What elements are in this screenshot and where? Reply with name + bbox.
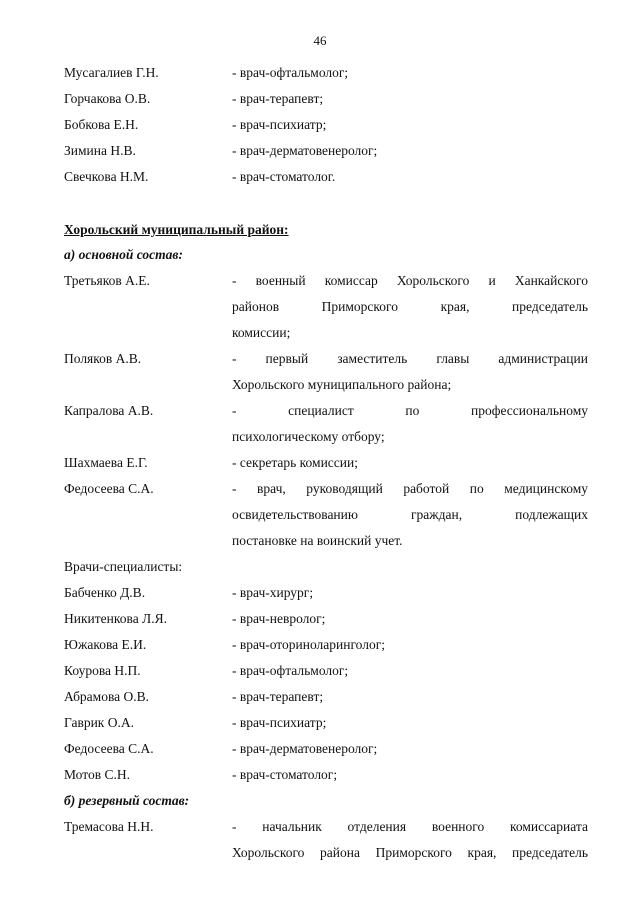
member-role-line: Хорольского муниципального района;: [232, 377, 452, 392]
member-role: - секретарь комиссии;: [232, 455, 358, 470]
word: председатель: [512, 299, 588, 314]
word: Хорольского: [232, 845, 305, 860]
member-role: - врач-дерматовенеролог;: [232, 143, 378, 158]
word: -: [232, 273, 237, 288]
word: -: [232, 481, 237, 496]
member-name: Бабченко Д.В.: [64, 585, 146, 600]
member-name: Поляков А.В.: [64, 351, 142, 366]
member-name: Горчакова О.В.: [64, 91, 151, 106]
word: главы: [436, 351, 470, 366]
member-role-line: [232, 481, 588, 497]
word: Хорольского: [396, 273, 470, 288]
word: администрации: [498, 351, 588, 366]
member-name: Третьяков А.Е.: [64, 273, 150, 288]
specialists-label: Врачи-специалисты:: [64, 559, 183, 574]
member-name: Южакова Е.И.: [64, 637, 147, 652]
member-name: Капралова А.В.: [64, 403, 154, 418]
word: военного: [431, 819, 485, 834]
member-role-line: психологическому отбору;: [232, 429, 385, 444]
word: руководящий: [306, 481, 383, 496]
member-role: - врач-невролог;: [232, 611, 326, 626]
member-role-line: [232, 845, 588, 861]
member-role-line: постановке на воинский учет.: [232, 533, 403, 548]
member-name: Зимина Н.В.: [64, 143, 136, 158]
word: подлежащих: [515, 507, 588, 522]
word: освидетельствованию: [232, 507, 358, 522]
word: Приморского: [375, 845, 452, 860]
member-name: Коурова Н.П.: [64, 663, 141, 678]
member-role-line: [232, 273, 588, 289]
member-role-line: [232, 819, 588, 835]
district-heading: Хорольский муниципальный район:: [64, 222, 289, 237]
word: края,: [467, 845, 497, 860]
member-role: - врач-оториноларинголог;: [232, 637, 386, 652]
page-number: 46: [313, 33, 327, 48]
member-role: - врач-дерматовенеролог;: [232, 741, 378, 756]
word: первый: [265, 351, 309, 366]
word: отделения: [347, 819, 407, 834]
word: специалист: [288, 403, 354, 418]
word: комиссар: [324, 273, 378, 288]
member-role-line: комиссии;: [232, 325, 291, 340]
word: -: [232, 819, 237, 834]
member-role: - врач-хирург;: [232, 585, 314, 600]
word: медицинскому: [504, 481, 588, 496]
word: и: [488, 273, 496, 288]
word: -: [232, 403, 237, 418]
member-role-line: [232, 403, 588, 419]
member-name: Бобкова Е.Н.: [64, 117, 139, 132]
word: профессиональному: [470, 403, 588, 418]
member-role-line: [232, 299, 588, 315]
member-name: Мотов С.Н.: [64, 767, 130, 782]
member-role: - врач-стоматолог;: [232, 767, 338, 782]
word: Ханкайского: [514, 273, 588, 288]
word: начальник: [262, 819, 322, 834]
word: по: [469, 481, 484, 496]
member-role: - врач-стоматолог.: [232, 169, 336, 184]
word: председатель: [512, 845, 588, 860]
word: района: [320, 845, 360, 860]
word: комиссариата: [510, 819, 588, 834]
word: -: [232, 351, 237, 366]
member-name: Никитенкова Л.Я.: [64, 611, 167, 626]
word: военный: [255, 273, 306, 288]
member-role: - врач-офтальмолог;: [232, 663, 349, 678]
member-name: Гаврик О.А.: [64, 715, 134, 730]
word: работой: [403, 481, 450, 496]
word: по: [405, 403, 420, 418]
member-role: - врач-офтальмолог;: [232, 65, 349, 80]
word: Приморского: [321, 299, 398, 314]
member-name: Свечкова Н.М.: [64, 169, 149, 184]
member-name: Мусагалиев Г.Н.: [64, 65, 159, 80]
member-name: Шахмаева Е.Г.: [64, 455, 148, 470]
member-role: - врач-психиатр;: [232, 117, 327, 132]
member-role-line: [232, 507, 588, 523]
word: заместитель: [337, 351, 408, 366]
member-role-line: [232, 351, 588, 367]
member-name: Тремасова Н.Н.: [64, 819, 154, 834]
word: районов: [232, 299, 280, 314]
reserve-composition-heading: б) резервный состав:: [64, 793, 190, 808]
member-name: Федосеева С.А.: [64, 481, 154, 496]
member-name: Федосеева С.А.: [64, 741, 154, 756]
member-role: - врач-терапевт;: [232, 689, 324, 704]
word: граждан,: [411, 507, 463, 522]
member-role: - врач-психиатр;: [232, 715, 327, 730]
member-name: Абрамова О.В.: [64, 689, 150, 704]
word: врач,: [257, 481, 286, 496]
word: края,: [440, 299, 470, 314]
member-role: - врач-терапевт;: [232, 91, 324, 106]
main-composition-heading: а) основной состав:: [64, 247, 183, 262]
